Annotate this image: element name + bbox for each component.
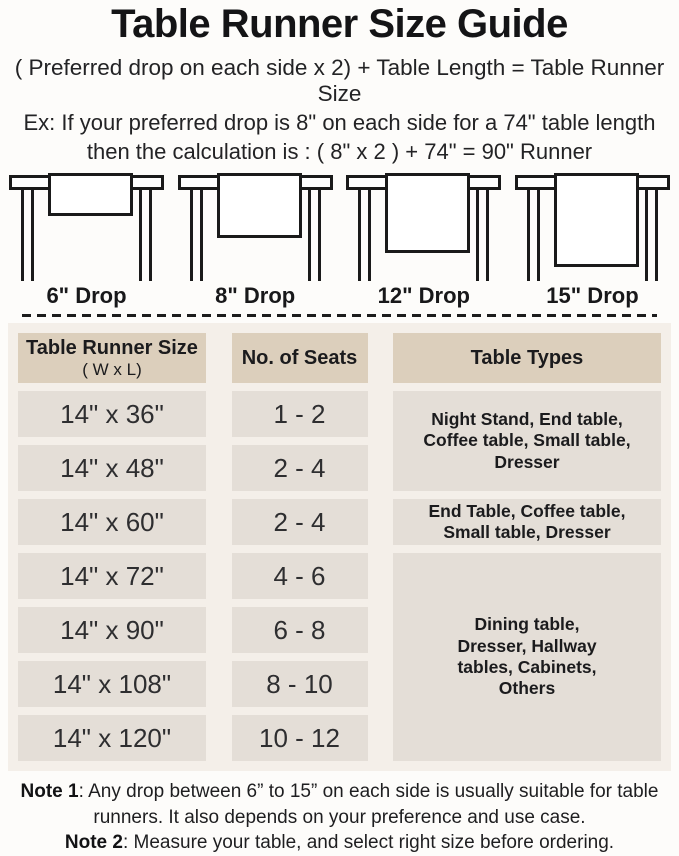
runner-size-value: 14" x 72"	[18, 553, 206, 599]
table-illustration-6in	[9, 173, 164, 281]
note-1	[12, 779, 667, 830]
header-runner-size	[18, 333, 206, 383]
runner-size-value: 14" x 90"	[18, 607, 206, 653]
seats-value: 8 - 10	[232, 661, 368, 707]
runner-size-value: 14" x 60"	[18, 499, 206, 545]
formula-example-line1: Ex: If your preferred drop is 8" on each side for a 74" table length	[23, 110, 656, 135]
seats-value: 4 - 6	[232, 553, 368, 599]
table-illustration-8in	[178, 173, 333, 281]
notes-section	[0, 779, 679, 856]
drop-label-12in: 12" Drop	[377, 283, 470, 308]
runner-size-value: 14" x 120"	[18, 715, 206, 761]
dashed-divider	[22, 314, 657, 317]
table-illustration-12in	[346, 173, 501, 281]
table-with-runner-icon	[515, 173, 670, 281]
column-seats	[232, 333, 368, 761]
column-table-types	[393, 333, 661, 761]
seats-value: 1 - 2	[232, 391, 368, 437]
table-illustration-15in	[515, 173, 670, 281]
seats-value: 2 - 4	[232, 445, 368, 491]
runner-size-value: 14" x 108"	[18, 661, 206, 707]
column-runner-size	[18, 333, 206, 761]
note-1-text: : Any drop between 6” to 15” on each side is usually suitable for table runners. It also depends on your preference and use case.	[78, 781, 659, 828]
runner-size-value: 14" x 48"	[18, 445, 206, 491]
table-types-group-large: Dining table, Dresser, Hallway tables, Cabinets, Others	[393, 553, 661, 761]
table-types-group-medium: End Table, Coffee table, Small table, Dresser	[393, 499, 661, 545]
drop-label-8in: 8" Drop	[215, 283, 296, 308]
table-with-runner-icon	[9, 173, 164, 281]
drop-label-6in: 6" Drop	[46, 283, 127, 308]
header-seats: No. of Seats	[232, 333, 368, 383]
note-2	[12, 830, 667, 856]
header-runner-size-title: Table Runner Size	[26, 336, 198, 359]
note-1-label: Note 1	[20, 781, 79, 802]
table-with-runner-icon	[178, 173, 333, 281]
table-types-group-small: Night Stand, End table, Coffee table, Small table, Dresser	[393, 391, 661, 491]
seats-value: 2 - 4	[232, 499, 368, 545]
runner-size-value: 14" x 36"	[18, 391, 206, 437]
seats-value: 10 - 12	[232, 715, 368, 761]
drop-labels	[0, 281, 679, 312]
drop-illustrations	[0, 168, 679, 281]
header-runner-size-sub: ( W x L)	[82, 359, 142, 379]
table-with-runner-icon	[346, 173, 501, 281]
note-2-label: Note 2	[64, 832, 123, 854]
page-title: Table Runner Size Guide	[111, 2, 568, 46]
formula-example-line2: then the calculation is : ( 8" x 2 ) + 74" = 90" Runner	[86, 139, 593, 164]
seats-value: 6 - 8	[232, 607, 368, 653]
note-2-text: : Measure your table, and select right size before ordering.	[122, 832, 615, 854]
size-guide-table	[8, 323, 671, 771]
header-table-types: Table Types	[393, 333, 661, 383]
drop-label-15in: 15" Drop	[546, 283, 639, 308]
formula-text: ( Preferred drop on each side x 2) + Table Length = Table Runner Size	[14, 55, 665, 106]
